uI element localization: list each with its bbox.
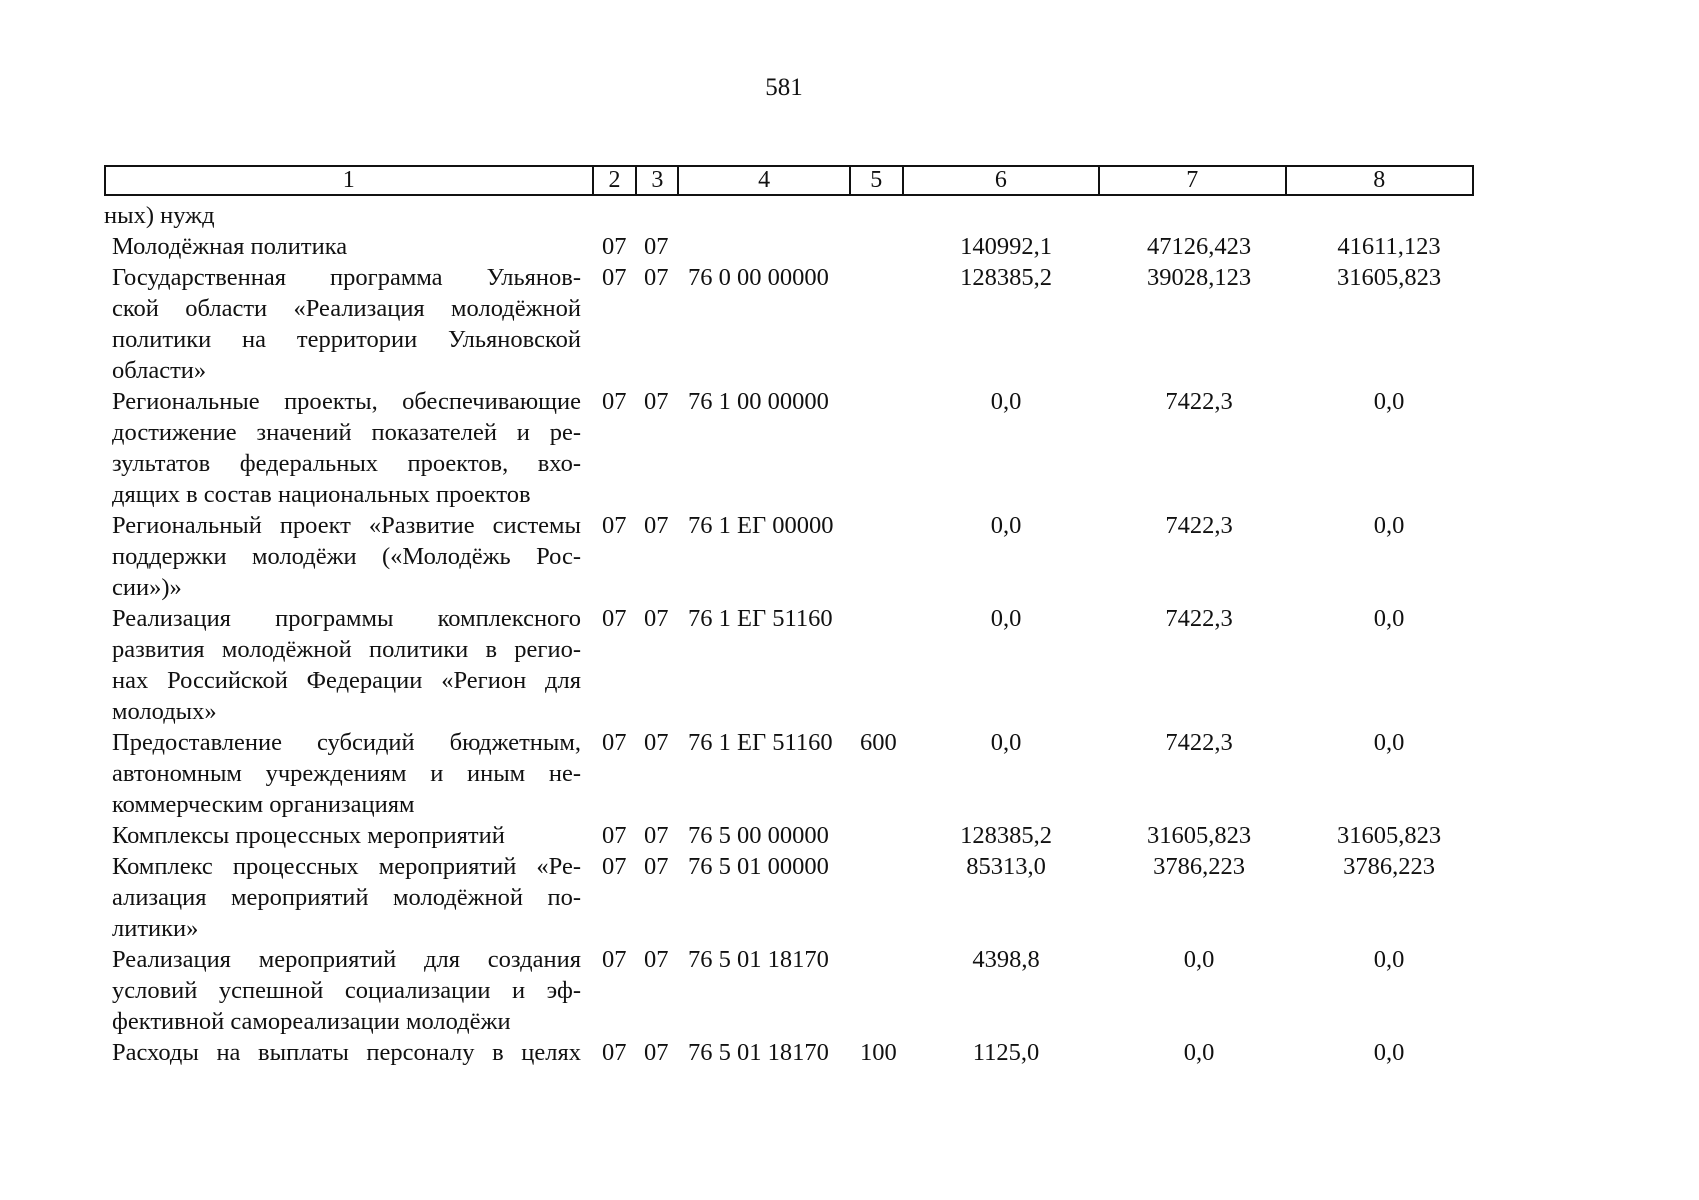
expense-type-code — [860, 603, 908, 727]
table-row — [0, 820, 1568, 851]
amount-col-6: 128385,2 — [960, 264, 1052, 291]
row-description — [112, 851, 581, 944]
description-line: Предоставление субсидий бюджетным, — [112, 729, 581, 756]
description-line: Комплексы процессных мероприятий — [112, 822, 505, 849]
description-line: ализация мероприятий молодёжной по- — [112, 884, 581, 911]
amount-col-7: 47126,423 — [1146, 233, 1252, 260]
section-code: 07 — [602, 822, 627, 849]
expense-type-code — [860, 944, 908, 1037]
description-line: ской области «Реализация молодёжной — [112, 295, 581, 322]
target-article-code: 76 1 ЕГ 51160 — [688, 729, 833, 756]
description-line: достижение значений показателей и ре- — [112, 419, 581, 446]
row-description — [112, 386, 581, 510]
amount-col-6: 0,0 — [990, 605, 1022, 632]
description-line: Молодёжная политика — [112, 233, 348, 260]
expense-type-code: 600 — [860, 729, 897, 756]
table-row — [0, 727, 1568, 820]
expense-type-code: 100 — [860, 1039, 897, 1066]
description-line: сии»)» — [112, 574, 182, 601]
description-line: ных) нужд — [104, 202, 215, 229]
amount-col-8: 0,0 — [1373, 388, 1405, 415]
subsection-code: 07 — [644, 822, 669, 849]
row-description — [112, 1037, 581, 1068]
row-description — [112, 727, 581, 820]
subsection-code: 07 — [644, 233, 669, 260]
table-row — [0, 200, 1568, 231]
row-description — [112, 231, 581, 262]
amount-col-8: 0,0 — [1373, 1039, 1405, 1066]
section-code: 07 — [602, 946, 627, 973]
expense-type-code — [860, 231, 908, 262]
description-line: зультатов федеральных проектов, вхо- — [112, 450, 581, 477]
amount-col-6: 128385,2 — [960, 822, 1052, 849]
amount-col-7: 7422,3 — [1165, 388, 1233, 415]
row-description — [112, 262, 581, 386]
table-row — [0, 1037, 1568, 1068]
amount-col-7: 7422,3 — [1165, 729, 1233, 756]
page-number: 581 — [765, 74, 803, 101]
table-row — [0, 510, 1568, 603]
amount-col-7: 7422,3 — [1165, 605, 1233, 632]
description-line: Реализация мероприятий для создания — [112, 946, 581, 973]
amount-col-7: 3786,223 — [1153, 853, 1245, 880]
amount-col-6: 0,0 — [990, 729, 1022, 756]
subsection-code: 07 — [644, 512, 669, 539]
description-line: фективной самореализации молодёжи — [112, 1008, 511, 1035]
section-code: 07 — [602, 388, 627, 415]
section-code — [602, 200, 630, 231]
amount-col-8 — [1294, 200, 1484, 231]
subsection-code: 07 — [644, 388, 669, 415]
amount-col-8: 0,0 — [1373, 605, 1405, 632]
header-col-2: 2 — [592, 167, 636, 194]
header-col-4: 4 — [677, 167, 849, 194]
amount-col-8: 0,0 — [1373, 512, 1405, 539]
row-description — [112, 820, 581, 851]
target-article-code: 76 0 00 00000 — [688, 264, 829, 291]
header-col-8: 8 — [1285, 167, 1472, 194]
subsection-code: 07 — [644, 1039, 669, 1066]
expense-type-code — [860, 262, 908, 386]
header-col-6: 6 — [902, 167, 1098, 194]
target-article-code — [688, 200, 856, 231]
amount-col-8: 41611,123 — [1337, 233, 1441, 260]
table-row — [0, 262, 1568, 386]
description-line: коммерческим организациям — [112, 791, 415, 818]
amount-col-6: 1125,0 — [972, 1039, 1040, 1066]
amount-col-8: 0,0 — [1373, 729, 1405, 756]
description-line: Реализация программы комплексного — [112, 605, 581, 632]
description-line: области» — [112, 357, 207, 384]
subsection-code: 07 — [644, 264, 669, 291]
section-code: 07 — [602, 729, 627, 756]
description-line: Расходы на выплаты персоналу в целях — [112, 1039, 581, 1066]
description-line: поддержки молодёжи («Молодёжь Рос- — [112, 543, 581, 570]
description-line: политики на территории Ульяновской — [112, 326, 581, 353]
section-code: 07 — [602, 853, 627, 880]
amount-col-6: 0,0 — [990, 388, 1022, 415]
expense-type-code — [860, 386, 908, 510]
amount-col-7: 7422,3 — [1165, 512, 1233, 539]
description-line: Комплекс процессных мероприятий «Ре- — [112, 853, 581, 880]
subsection-code — [644, 200, 672, 231]
expense-type-code — [860, 200, 908, 231]
target-article-code — [688, 231, 856, 262]
target-article-code: 76 1 00 00000 — [688, 388, 829, 415]
target-article-code: 76 5 01 00000 — [688, 853, 829, 880]
description-line: Государственная программа Ульянов- — [112, 264, 581, 291]
header-col-5: 5 — [849, 167, 902, 194]
amount-col-8: 0,0 — [1373, 946, 1405, 973]
target-article-code: 76 5 01 18170 — [688, 1039, 829, 1066]
section-code: 07 — [602, 1039, 627, 1066]
table-row — [0, 231, 1568, 262]
amount-col-6 — [908, 200, 1104, 231]
subsection-code: 07 — [644, 946, 669, 973]
amount-col-6: 0,0 — [990, 512, 1022, 539]
target-article-code: 76 1 ЕГ 51160 — [688, 605, 833, 632]
table-row — [0, 386, 1568, 510]
amount-col-7: 0,0 — [1183, 1039, 1215, 1066]
description-line: литики» — [112, 915, 199, 942]
section-code: 07 — [602, 512, 627, 539]
section-code: 07 — [602, 605, 627, 632]
header-col-7: 7 — [1098, 167, 1284, 194]
subsection-code: 07 — [644, 605, 669, 632]
description-line: молодых» — [112, 698, 217, 725]
description-line: нах Российской Федерации «Регион для — [112, 667, 581, 694]
amount-col-8: 31605,823 — [1336, 264, 1442, 291]
row-description — [112, 944, 581, 1037]
row-description — [112, 510, 581, 603]
header-col-1: 1 — [342, 167, 355, 193]
amount-col-8: 31605,823 — [1336, 822, 1442, 849]
table-body — [0, 200, 1568, 1068]
expense-type-code — [860, 820, 908, 851]
row-description — [112, 603, 581, 727]
subsection-code: 07 — [644, 853, 669, 880]
amount-col-7: 31605,823 — [1146, 822, 1252, 849]
table-row — [0, 851, 1568, 944]
amount-col-6: 140992,1 — [960, 233, 1052, 260]
expense-type-code — [860, 510, 908, 603]
table-row — [0, 944, 1568, 1037]
amount-col-8: 3786,223 — [1343, 853, 1435, 880]
target-article-code: 76 5 01 18170 — [688, 946, 829, 973]
description-line: Региональный проект «Развитие системы — [112, 512, 581, 539]
amount-col-6: 4398,8 — [972, 946, 1040, 973]
description-line: дящих в состав национальных проектов — [112, 481, 531, 508]
amount-col-6: 85313,0 — [966, 853, 1046, 880]
table-row — [0, 603, 1568, 727]
section-code: 07 — [602, 264, 627, 291]
description-line: развития молодёжной политики в регио- — [112, 636, 581, 663]
amount-col-7: 39028,123 — [1146, 264, 1252, 291]
target-article-code: 76 1 ЕГ 00000 — [688, 512, 834, 539]
amount-col-7: 0,0 — [1183, 946, 1215, 973]
section-code: 07 — [602, 233, 627, 260]
table-header-row — [104, 165, 1474, 196]
description-line: автономным учреждениям и иным не- — [112, 760, 581, 787]
description-line: Региональные проекты, обеспечивающие — [112, 388, 581, 415]
expense-type-code — [860, 851, 908, 944]
subsection-code: 07 — [644, 729, 669, 756]
header-col-3: 3 — [635, 167, 677, 194]
amount-col-7 — [1104, 200, 1294, 231]
target-article-code: 76 5 00 00000 — [688, 822, 829, 849]
row-description — [104, 200, 581, 231]
description-line: условий успешной социализации и эф- — [112, 977, 581, 1004]
